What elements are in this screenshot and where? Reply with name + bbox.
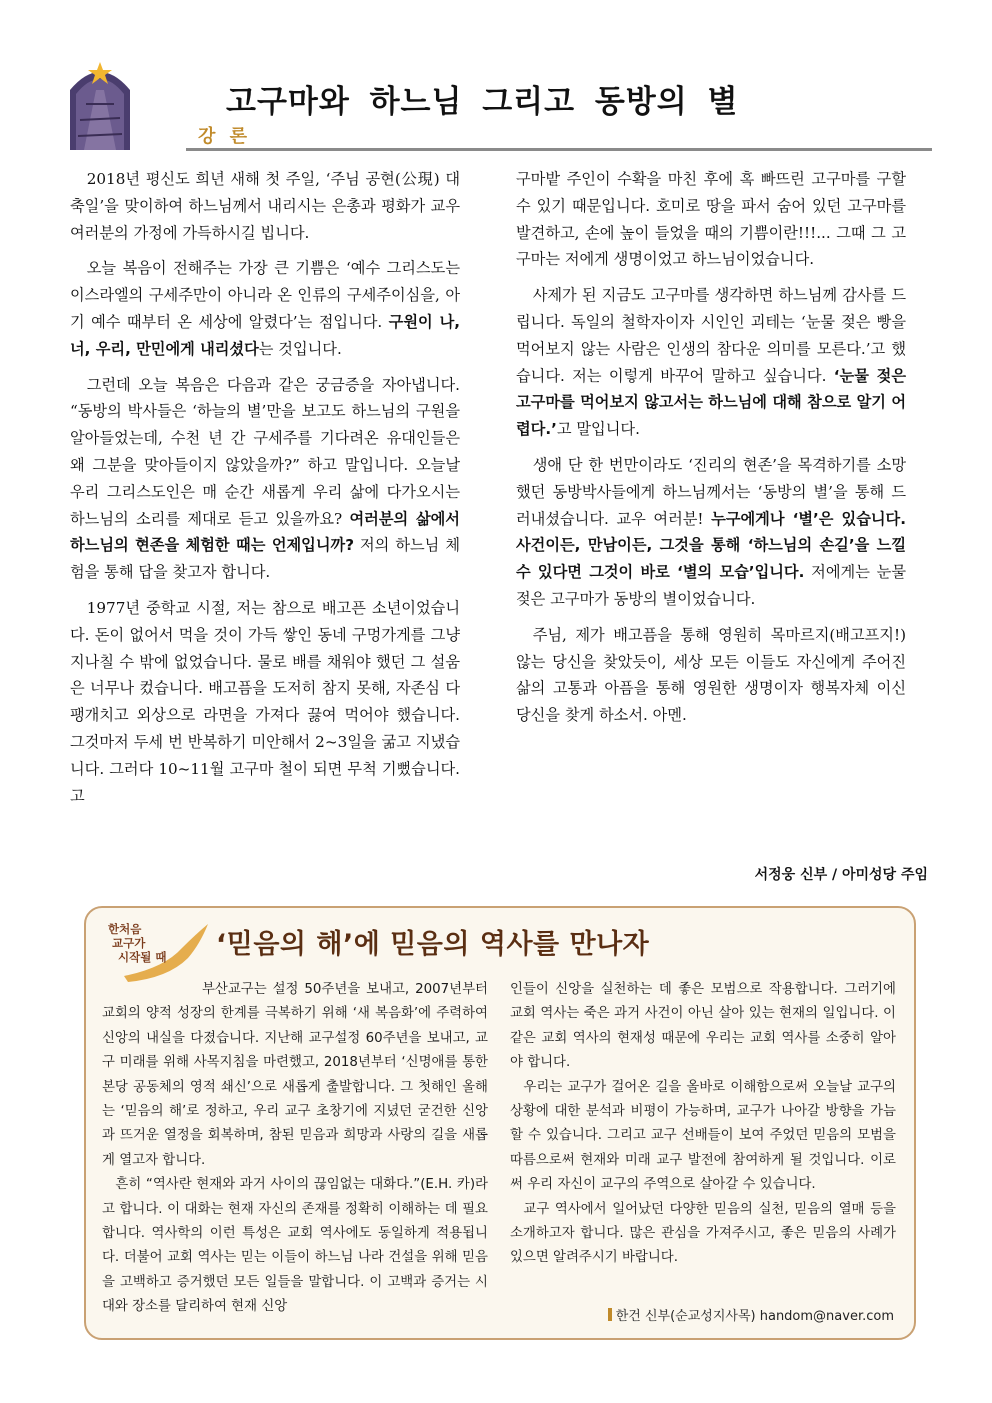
article-column-right — [516, 166, 906, 738]
stained-glass-star-icon — [66, 60, 134, 150]
box-title: ‘믿음의 해’에 믿음의 역사를 만나자 — [216, 929, 650, 960]
signature-bar-icon — [608, 1308, 612, 1321]
badge-line: 교구가 — [112, 936, 146, 950]
paragraph: 인들이 신앙을 실천하는 데 좋은 모범으로 작용합니다. 그러기에 교회 역사는 죽은 과거 사건이 아닌 살아 있는 현재의 일입니다. 이 같은 교회 역사의 현재성 때문에 우리는 교회 역사를 소중히 알아야 합니다. — [510, 982, 896, 1071]
article-column-left — [70, 166, 460, 818]
paragraph: 사제가 된 지금도 고구마를 생각하면 하느님께 감사를 드립니다. 독일의 철학자이자 시인인 괴테는 ‘눈물 젖은 빵을 먹어보지 않는 사람은 인생의 참다운 의미를 모른다.’고 했습니다. 저는 이렇게 바꾸어 말하고 싶습니다. ‘눈물 젖은 고구마를 먹어보지 않고서는 하느님에 대해 참으로 알기 어렵다.’고 말입니다. — [516, 286, 906, 439]
paragraph: 그런데 오늘 복음은 다음과 같은 궁금증을 자아냅니다. “동방의 박사들은 ‘하늘의 별’만을 보고도 하느님의 구원을 알아들었는데, 수천 년 간 구세주를 기다려온 유대인들은 왜 그분을 맞아들이지 않았을까?” 하고 말입니다. 오늘날 우리 그리스도인은 매 순간 새롭게 우리 삶에 다가오시는 하느님의 소리를 제대로 듣고 있을까요? 여러분의 삶에서 하느님의 현존을 체험한 때는 언제입니까? 저의 하느님 체험을 통해 답을 찾고자 합니다. — [70, 375, 461, 582]
article-title: 고구마와 하느님 그리고 동방의 별 — [226, 84, 739, 120]
paragraph: 흔히 “역사란 현재와 과거 사이의 끊임없는 대화다.”(E.H. 카)라고 합니다. 이 대화는 현재 자신의 존재를 정확히 이해하는 데 필요합니다. 역사학의 이런 특성은 교회 역사에도 동일하게 적용됩니다. 더불어 교회 역사는 믿는 이들이 하느님 나라 건설을 위해 믿음을 고백하고 증거했던 모든 일들을 말합니다. 이 고백과 증거는 시대와 장소를 달리하여 현재 신앙 — [102, 1177, 488, 1315]
article-header — [66, 60, 932, 152]
header-divider — [186, 148, 932, 151]
paragraph: 우리는 교구가 걸어온 길을 올바로 이해함으로써 오늘날 교구의 상황에 대한 분석과 비평이 가능하며, 교구가 나아갈 방향을 가늠할 수 있습니다. 그리고 교구 선배들이 보여 주었던 믿음의 모범을 따름으로써 현재와 미래 교구 발전에 참여하게 될 것입니다. 이로써 우리 자신이 교구의 주역으로 살아갈 수 있습니다. — [510, 1079, 896, 1193]
badge-line: 한처음 — [108, 922, 142, 936]
badge-line: 시작될 때 — [118, 950, 167, 964]
column-box — [84, 906, 916, 1340]
author-credit: 서정웅 신부 / 아미성당 주임 — [754, 867, 928, 883]
paragraph: 생애 단 한 번만이라도 ‘진리의 현존’을 목격하기를 소망했던 동방박사들에게 하느님께서는 ‘동방의 별’을 통해 드러내셨습니다. 교우 여러분! 누구에게나 ‘별’은 있습니다. 사건이든, 만남이든, 그것을 통해 ‘하느님의 손길’을 느낄 수 있다면 그것이 바로 ‘별의 모습’입니다. 저에게는 눈물 젖은 고구마가 동방의 별이었습니다. — [516, 455, 907, 608]
paragraph: 2018년 평신도 희년 새해 첫 주일, ‘주님 공현(公現) 대축일’을 맞이하여 하느님께서 내리시는 은총과 평화가 교우 여러분의 가정에 가득하시길 빕니다. — [70, 170, 460, 242]
box-signature: 한건 신부(순교성지사목) handom@naver.com — [608, 1305, 894, 1324]
paragraph: 구마밭 주인이 수확을 마친 후에 혹 빠뜨린 고구마를 구할 수 있기 때문입니다. 호미로 땅을 파서 숨어 있던 고구마를 발견하고, 손에 높이 들었을 때의 기쁨이란!!!... 그때 그 고구마는 저에게 생명이었고 하느님이었습니다. — [516, 170, 906, 269]
paragraph: 교구 역사에서 일어났던 다양한 믿음의 실천, 믿음의 열매 등을 소개하고자 합니다. 많은 관심을 가져주시고, 좋은 믿음의 사례가 있으면 알려주시기 바랍니다. — [510, 1201, 896, 1266]
paragraph: 1977년 중학교 시절, 저는 참으로 배고픈 소년이었습니다. 돈이 없어서 먹을 것이 가득 쌓인 동네 구멍가게를 그냥 지나칠 수 밖에 없었습니다. 물로 배를 채워야 했던 그 설움은 너무나 컸습니다. 배고픔을 도저히 참지 못해, 자존심 다 팽개치고 외상으로 라면을 가져다 끓여 먹어야 했습니다. 그것마저 두세 번 반복하기 미안해서 2~3일을 굶고 지냈습니다. 그러다 10~11월 고구마 철이 되면 무척 기뻤습니다. 고 — [70, 598, 460, 805]
section-label: 강 론 — [198, 126, 252, 147]
paragraph: 오늘 복음이 전해주는 가장 큰 기쁨은 ‘예수 그리스도는 이스라엘의 구세주만이 아니라 온 인류의 구세주이심을, 아기 예수 때부터 온 세상에 알렸다’는 점입니다. 구원이 나, 너, 우리, 만민에게 내리셨다는 것입니다. — [70, 259, 461, 358]
paragraph: 부산교구는 설정 50주년을 보내고, 2007년부터 교회의 양적 성장의 한계를 극복하기 위해 ‘새 복음화’에 주력하여 신앙의 내실을 다졌습니다. 지난해 교구설정 60주년을 보내고, 교구 미래를 위해 사목지침을 마련했고, 2018년부터 ‘신명애를 통한 본당 공동체의 영적 쇄신’으로 새롭게 출발합니다. 그 첫해인 올해는 ‘믿음의 해’로 정하고, 우리 교구 초창기에 지녔던 굳건한 신앙과 뜨거운 열정을 회복하며, 참된 믿음과 희망과 사랑의 길을 새롭게 열고자 합니다. — [102, 982, 488, 1168]
series-badge — [104, 918, 214, 986]
box-column-right — [510, 978, 896, 1271]
box-column-left — [102, 978, 488, 1320]
paragraph: 주님, 제가 배고픔을 통해 영원히 목마르지(배고프지!) 않는 당신을 찾았듯이, 세상 모든 이들도 자신에게 주어진 삶의 고통과 아픔을 통해 영원한 생명이자 행복자체 이신 당신을 찾게 하소서. 아멘. — [516, 625, 906, 725]
